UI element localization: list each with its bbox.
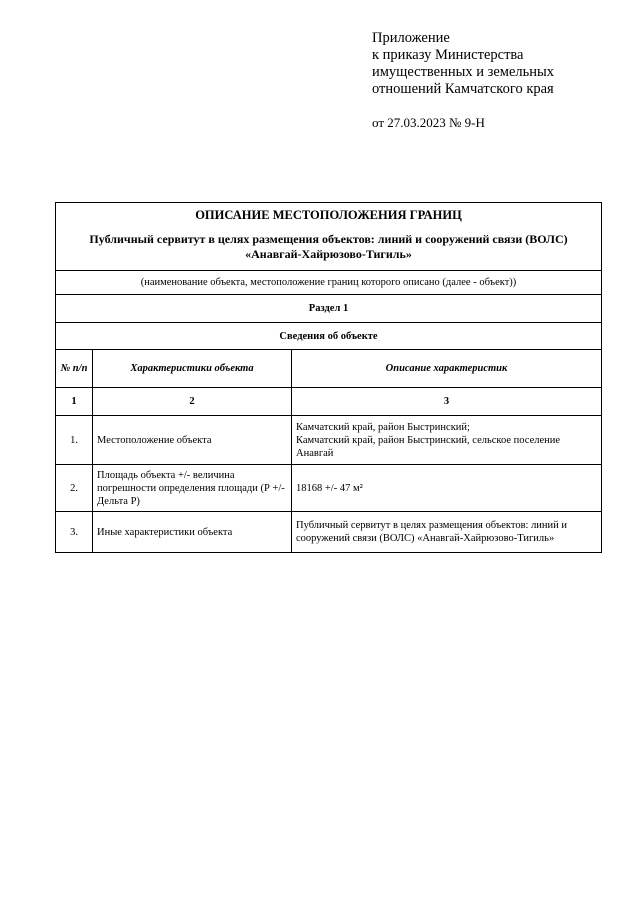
title-cell [56,203,602,271]
document-subtitle-line-1: Публичный сервитут в целях размещения объектов: линий и сооружений связи (ВОЛС) [89,232,568,246]
column-number-1: 1 [56,388,93,416]
object-note-row [56,271,602,295]
row-characteristic: Площадь объекта +/- величина погрешности определения площади (Р +/- Дельта Р) [93,465,292,512]
boundary-description-table [55,202,602,553]
row-description [292,416,602,465]
row-description-line-2: Камчатский край, район Быстринский, сельское поселение Анавгай [296,434,561,459]
header-row [56,350,602,388]
row-description-line-1: Камчатский край, район Быстринский; [296,421,470,433]
appendix-line-2: к приказу Министерства [372,47,524,63]
column-number-2: 2 [93,388,292,416]
row-characteristic: Иные характеристики объекта [93,512,292,553]
appendix-block [372,30,554,131]
table-row [56,512,602,553]
row-characteristic: Местоположение объекта [93,416,292,465]
row-description: 18168 +/- 47 м² [292,465,602,512]
object-note: (наименование объекта, местоположение границ которого описано (далее - объект)) [56,271,602,295]
appendix-line-4: отношений Камчатского края [372,81,554,97]
table-row [56,465,602,512]
appendix-line-3: имущественных и земельных [372,64,555,80]
row-num: 3. [56,512,93,553]
section-title-row [56,323,602,350]
section-label: Раздел 1 [56,295,602,323]
order-date-number: от 27.03.2023 № 9-Н [372,115,485,130]
row-num: 1. [56,416,93,465]
row-num: 2. [56,465,93,512]
header-num: № п/п [56,350,93,388]
document-subtitle-line-2: «Анавгай-Хайрюзово-Тигиль» [245,247,412,261]
document-title: ОПИСАНИЕ МЕСТОПОЛОЖЕНИЯ ГРАНИЦ [195,208,462,222]
section-row [56,295,602,323]
header-description: Описание характеристик [292,350,602,388]
section-title: Сведения об объекте [56,323,602,350]
header-characteristic: Характеристики объекта [93,350,292,388]
column-number-3: 3 [292,388,602,416]
title-row [56,203,602,271]
table-row [56,416,602,465]
row-description: Публичный сервитут в целях размещения объектов: линий и сооружений связи (ВОЛС) «Анавгай-Хайрюзово-Тигиль» [292,512,602,553]
column-number-row [56,388,602,416]
appendix-line-1: Приложение [372,30,450,46]
